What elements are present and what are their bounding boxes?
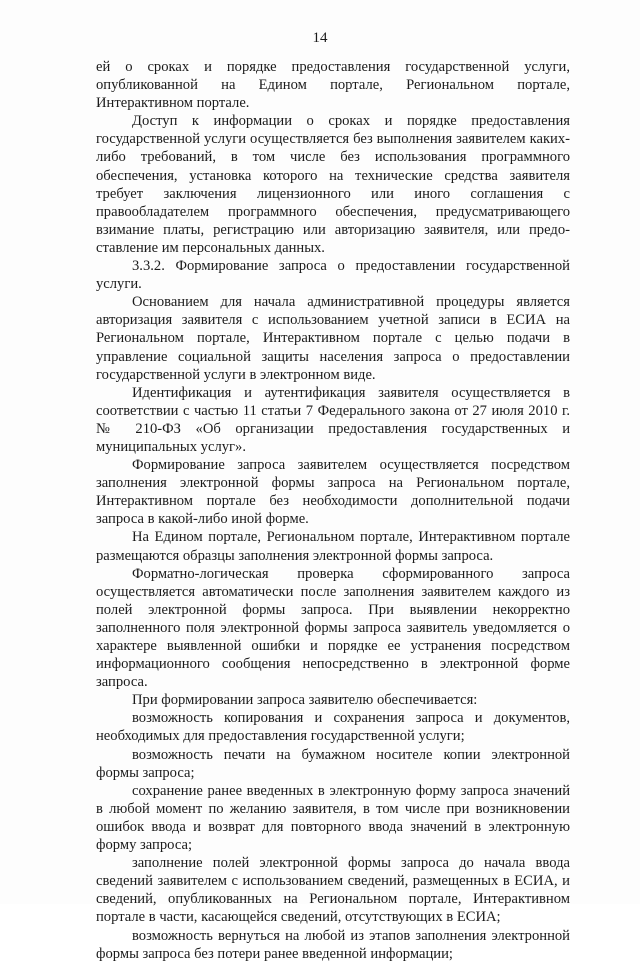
document-body xyxy=(96,58,570,963)
paragraph: Форматно-логическая проверка сформированного запроса осуществляется автоматически после заполнения заявителем каждого из полей электронной формы запроса. При выявлении некорректно заполненного поля электронной формы запроса заявитель уведомляется о характере выявленной ошибки и порядке ее устранения посредством информационного сообщения непосредственно в электронной форме запроса. xyxy=(96,565,570,691)
list-item: возможность вернуться на любой из этапов заполнения электронной формы запроса без потери ранее введенной информации; xyxy=(96,927,570,962)
section-heading: 3.3.2. Формирование запроса о предоставлении государственной услуги. xyxy=(96,258,570,293)
paragraph: Основанием для начала административной процедуры является авторизация заявителя с использованием учетной записи в ЕСИА на Региональном портале, Интерактивном портале с целью подачи в управление социальной защиты населения запроса о предоставлении государственной услуги в электронном виде. xyxy=(96,294,570,383)
paragraph: Формирование запроса заявителем осуществляется посредством заполнения электронной формы запроса на Региональном портале, Интерактивном портале без необходимости дополнительной подачи запроса в какой-либо иной форме. xyxy=(96,457,570,528)
paragraph: На Едином портале, Региональном портале, Интерактивном портале размещаются образцы заполнения электронной формы запроса. xyxy=(96,529,570,564)
list-item: возможность копирования и сохранения запроса и документов, необходимых для предоставления государственной услуги; xyxy=(96,710,570,745)
paragraph: При формировании запроса заявителю обеспечивается: xyxy=(132,692,478,709)
list-item: заполнение полей электронной формы запроса до начала ввода сведений заявителем с использованием сведений, размещенных в ЕСИА, и сведений, опубликованных на Региональном портале, Интерактивном портале в части, касающейся сведений, отсутствующих в ЕСИА; xyxy=(96,855,570,926)
paragraph: Доступ к информации о сроках и порядке предоставления государственной услуги осуществляется без выполнения заявителем каких-либо требований, в том числе без использования программного обеспечения, установка которого на технические средства заявителя требует заключения лицензионного или иного соглашения с правообладателем программного обеспечения, предусматривающего взимание платы, регистрацию или авторизацию заявителя, или предоставление им персональных данных. xyxy=(96,113,570,256)
list-item: возможность печати на бумажном носителе копии электронной формы запроса; xyxy=(96,746,570,781)
paragraph: ей о сроках и порядке предоставления государственной услуги, опубликованной на Едином портале, Региональном портале, Интерактивном портале. xyxy=(96,59,570,112)
page-number: 14 xyxy=(312,30,328,46)
list-item: сохранение ранее введенных в электронную форму запроса значений в любой момент по желанию заявителя, в том числе при возникновении ошибок ввода и возврат для повторного ввода значений в электронную форму запроса; xyxy=(96,782,570,854)
paragraph: Идентификация и аутентификация заявителя осуществляется в соответствии с частью 11 статьи 7 Федерального закона от 27 июля 2010 г. № 210-ФЗ «Об организации предоставления государственных и муниципальных услуг». xyxy=(96,384,570,455)
